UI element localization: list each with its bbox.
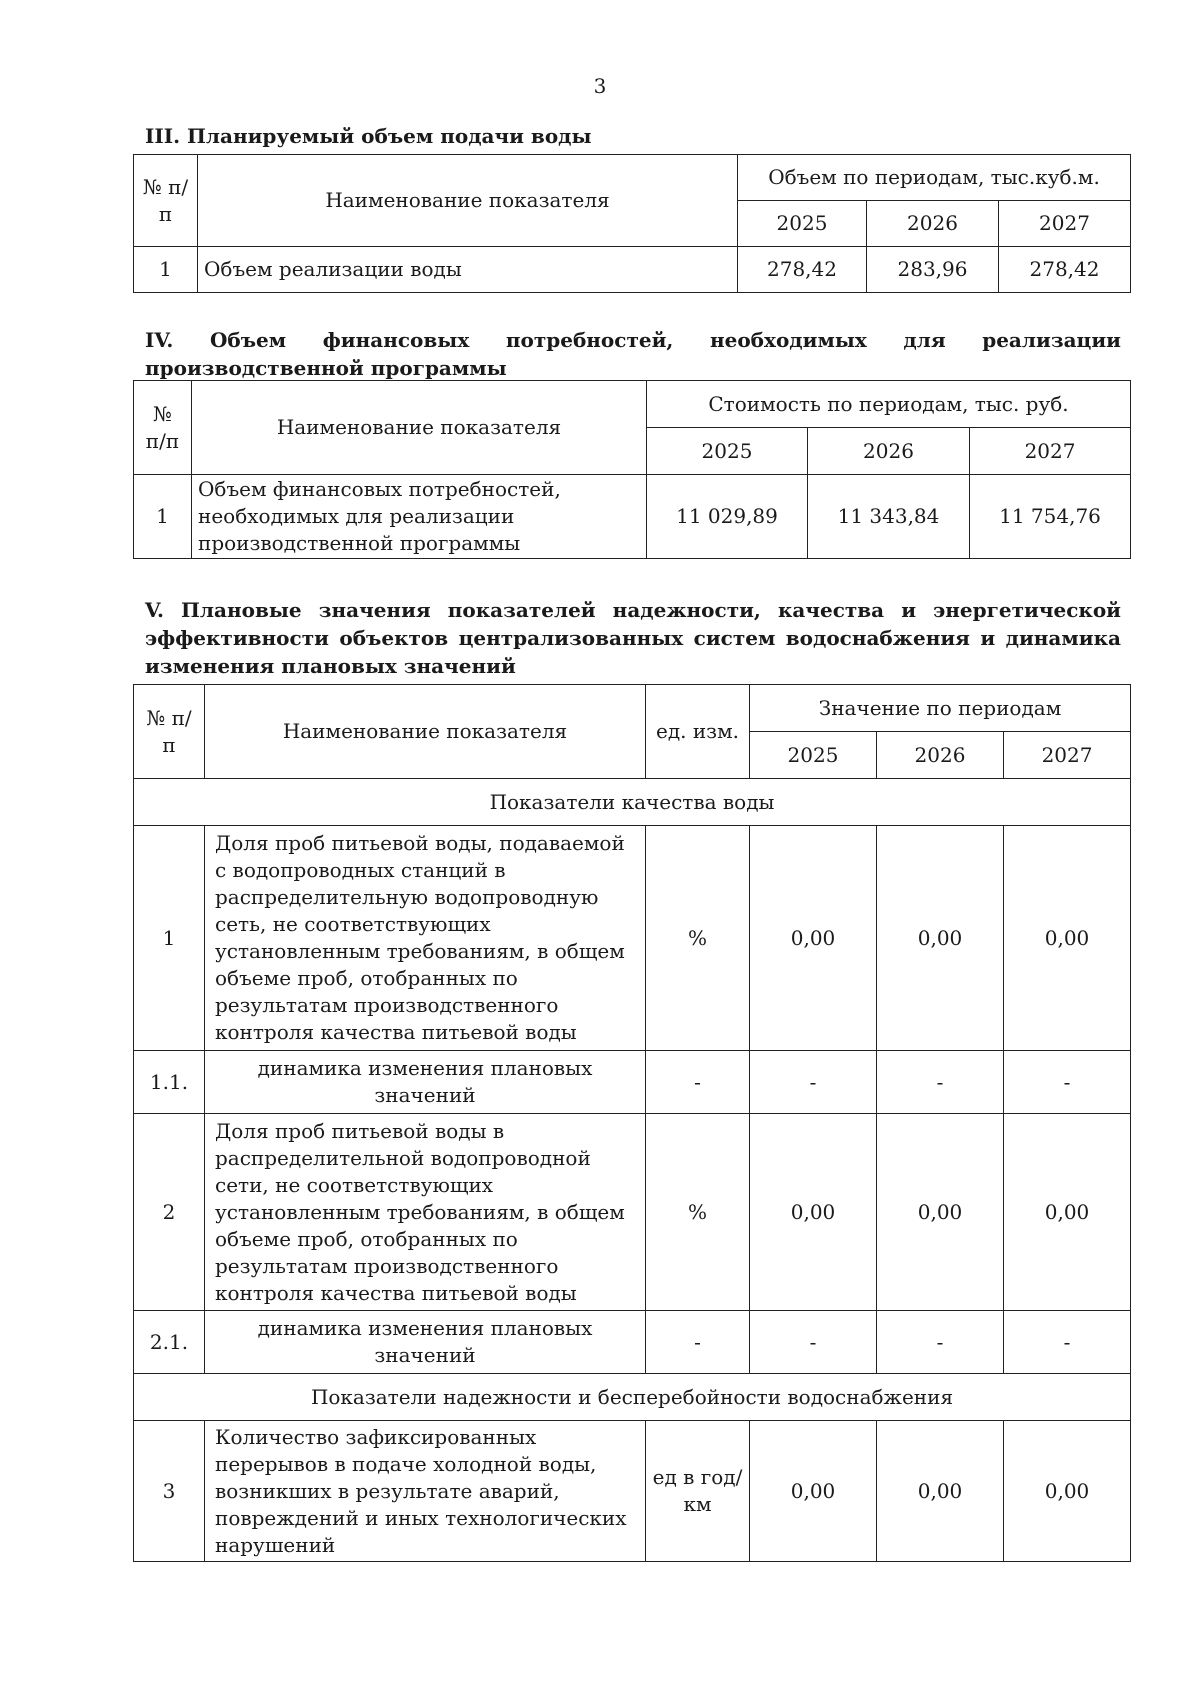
row-name: Объем финансовых потребностей, необходимых для реализации производственной программы [192,475,647,559]
section-4-table [133,380,1131,559]
row-num: 1 [134,826,205,1051]
header-year: 2025 [738,201,867,247]
row-value: 0,00 [750,1421,877,1562]
row-value: - [750,1311,877,1374]
header-year: 2026 [808,428,970,475]
table-row [134,1114,1131,1311]
header-period-group: Объем по периодам, тыс.куб.м. [738,155,1131,201]
section-3-table [133,154,1131,293]
section-5-title: V. Плановые значения показателей надежности, качества и энергетической эффективности объектов централизованных систем водоснабжения и динамика изменения плановых значений [145,598,1121,678]
row-value: 0,00 [1004,1421,1131,1562]
header-num: № п/п [134,381,192,475]
row-value: 11 343,84 [808,475,970,559]
row-value: 11 754,76 [970,475,1131,559]
header-period-group: Значение по периодам [750,685,1131,732]
row-value: 0,00 [750,826,877,1051]
row-unit: % [646,826,750,1051]
row-value: 11 029,89 [647,475,808,559]
table-row [134,1051,1131,1114]
row-value: 0,00 [877,1421,1004,1562]
header-year: 2027 [1004,732,1131,779]
row-value: - [1004,1311,1131,1374]
row-value: - [750,1051,877,1114]
page-number: 3 [593,74,607,98]
group-header-quality: Показатели качества воды [134,779,1131,826]
row-value: 0,00 [1004,1114,1131,1311]
row-value: 278,42 [738,247,867,293]
row-num: 2 [134,1114,205,1311]
row-value: 283,96 [867,247,999,293]
row-value: 0,00 [750,1114,877,1311]
table-row [134,1421,1131,1562]
row-num: 3 [134,1421,205,1562]
row-unit: - [646,1051,750,1114]
row-num: 1 [134,247,198,293]
section-3-title: III. Планируемый объем подачи воды [145,124,592,148]
row-name: Доля проб питьевой воды в распределительной водопроводной сети, не соответствующих установленным требованиям, в общем объеме проб, отобранных по результатам производственного контроля качества питьевой воды [205,1114,646,1311]
header-num: № п/п [134,685,205,779]
header-year: 2025 [647,428,808,475]
header-year: 2027 [970,428,1131,475]
row-value: 0,00 [877,826,1004,1051]
header-num: № п/п [134,155,198,247]
row-name: Доля проб питьевой воды, подаваемой с водопроводных станций в распределительную водопроводную сеть, не соответствующих установленным требованиям, в общем объеме проб, отобранных по результатам производственного контроля качества питьевой воды [205,826,646,1051]
row-unit: - [646,1311,750,1374]
header-period-group: Стоимость по периодам, тыс. руб. [647,381,1131,428]
row-value: - [1004,1051,1131,1114]
header-year: 2027 [999,201,1131,247]
row-name: динамика изменения плановых значений [205,1311,646,1374]
table-row [134,826,1131,1051]
row-name: Объем реализации воды [198,247,738,293]
row-unit: % [646,1114,750,1311]
table-row [134,247,1131,293]
header-name: Наименование показателя [198,155,738,247]
table-row [134,475,1131,559]
row-num: 1.1. [134,1051,205,1114]
row-value: 278,42 [999,247,1131,293]
row-value: 0,00 [877,1114,1004,1311]
section-5-table [133,684,1131,1562]
row-value: - [877,1051,1004,1114]
row-name: Количество зафиксированных перерывов в подаче холодной воды, возникших в результате аварий, повреждений и иных технологических нарушений [205,1421,646,1562]
section-4-title: IV. Объем финансовых потребностей, необходимых для реализации производственной программы [145,328,1121,380]
group-header-reliability: Показатели надежности и бесперебойности водоснабжения [134,1374,1131,1421]
row-value: 0,00 [1004,826,1131,1051]
header-year: 2026 [877,732,1004,779]
row-num: 1 [134,475,192,559]
row-num: 2.1. [134,1311,205,1374]
row-value: - [877,1311,1004,1374]
header-unit: ед. изм. [646,685,750,779]
header-year: 2026 [867,201,999,247]
header-name: Наименование показателя [205,685,646,779]
header-name: Наименование показателя [192,381,647,475]
header-year: 2025 [750,732,877,779]
row-unit: ед в год/ км [646,1421,750,1562]
row-name: динамика изменения плановых значений [205,1051,646,1114]
table-row [134,1311,1131,1374]
